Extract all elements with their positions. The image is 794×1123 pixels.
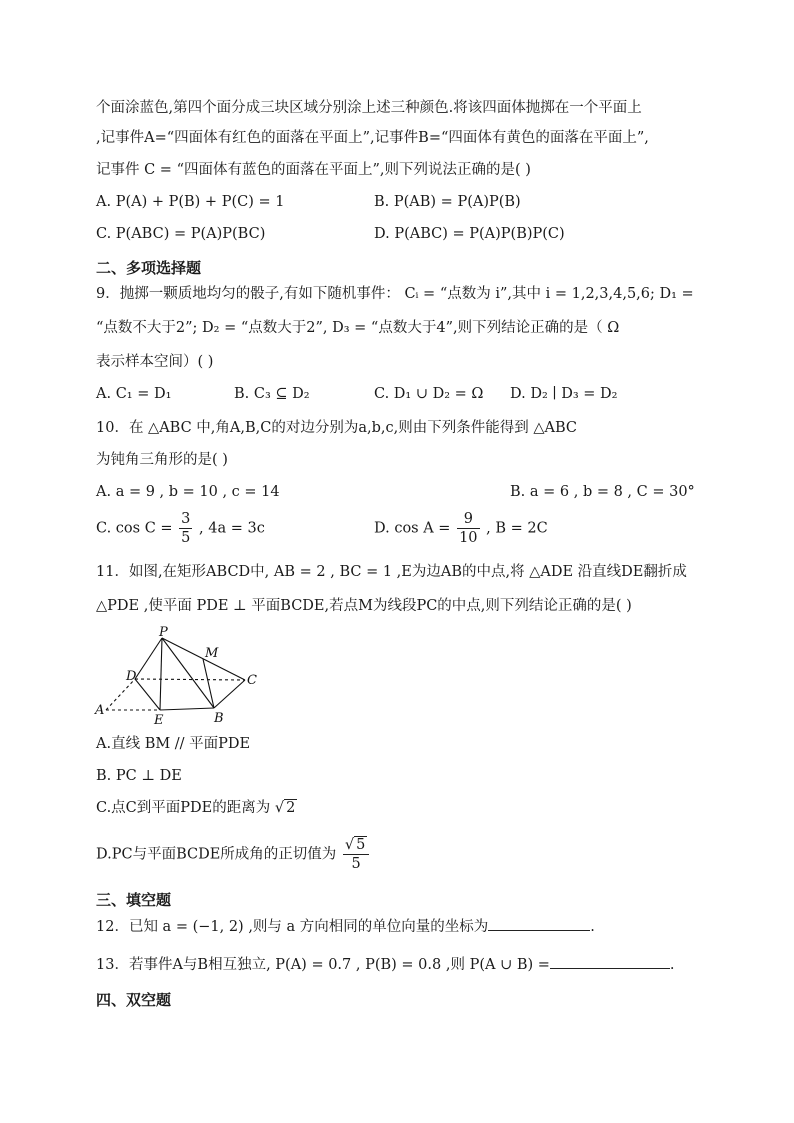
q13-line: 13．若事件A与B相互独立, P(A) = 0.7 , P(B) = 0.8 ,则 P(A ∪ B) = .	[96, 954, 675, 975]
q10-option-d: D. cos A = $\frac{9}{10}$ , B = 2C	[374, 511, 548, 546]
q9-line-3: 表示样本空间）( )	[96, 354, 214, 370]
label-p: P	[159, 625, 168, 640]
sqrt-symbol: √	[274, 800, 285, 816]
q10-line-2: 为钝角三角形的是( )	[96, 452, 228, 468]
q10-option-b: B. a = 6 , b = 8 , C = 30°	[510, 484, 695, 500]
section-heading-double-blank: 四、双空题	[96, 991, 172, 1009]
q9-line-2: “点数不大于2”; D₂ = “点数大于2”, D₃ = “点数大于4”,则下列结论正确的是（ Ω	[96, 320, 620, 336]
q9-option-a: A. C₁ = D₁	[96, 386, 172, 402]
q10-option-a: A. a = 9 , b = 10 , c = 14	[96, 484, 280, 500]
q10-option-c: C. cos C = $\frac{3}{5}$ , 4a = 3c	[96, 511, 265, 546]
q8-line-1: 个面涂蓝色,第四个面分成三块区域分别涂上述三种颜色.将该四面体抛掷在一个平面上	[96, 100, 642, 116]
q11-line-2: △PDE ,使平面 PDE ⊥ 平面BCDE,若点M为线段PC的中点,则下列结论正确的是( )	[96, 598, 632, 614]
label-m: M	[205, 646, 219, 661]
label-e: E	[154, 713, 164, 728]
q8-option-d: D. P(ABC) = P(A)P(B)P(C)	[374, 226, 565, 242]
q9-line-1: 9．抛掷一颗质地均匀的骰子,有如下随机事件： Cᵢ = “点数为 i”,其中 i = 1,2,3,4,5,6; D₁ =	[96, 286, 694, 302]
fraction: $\frac{9}{10}$	[459, 511, 478, 546]
q9-option-d: D. D₂ ∣ D₃ = D₂	[510, 386, 618, 402]
q11-option-d: D.PC与平面BCDE所成角的正切值为 $\frac{√ 5}{5}$	[96, 836, 371, 873]
q11-option-c: C.点C到平面PDE的距离为 √ 2	[96, 800, 296, 816]
section-heading-multiple-choice: 二、多项选择题	[96, 259, 202, 277]
label-c: C	[247, 673, 257, 688]
fraction: $\frac{3}{5}$	[181, 511, 191, 546]
q8-option-a: A. P(A) + P(B) + P(C) = 1	[96, 194, 285, 210]
label-b: B	[214, 711, 224, 726]
label-d: D	[126, 669, 137, 684]
q11-line-1: 11．如图,在矩形ABCD中, AB = 2 , BC = 1 ,E为边AB的中点,将 △ADE 沿直线DE翻折成	[96, 564, 687, 580]
answer-blank[interactable]	[488, 916, 590, 931]
q9-option-c: C. D₁ ∪ D₂ = Ω	[374, 386, 484, 402]
q9-option-b: B. C₃ ⊆ D₂	[234, 386, 310, 402]
sqrt-symbol: √	[344, 837, 355, 853]
q11-option-a: A.直线 BM // 平面PDE	[96, 736, 251, 752]
q12-line: 12．已知 a = (−1, 2) ,则与 a 方向相同的单位向量的坐标为 .	[96, 916, 595, 937]
q8-line-2: ,记事件A=“四面体有红色的面落在平面上”,记事件B=“四面体有黄色的面落在平面上”,	[96, 130, 649, 146]
answer-blank[interactable]	[550, 954, 670, 969]
fraction: $\frac{√ 5}{5}$	[343, 836, 369, 873]
folded-rectangle-figure	[90, 624, 270, 730]
q8-option-b: B. P(AB) = P(A)P(B)	[374, 194, 521, 210]
q8-line-3: 记事件 C = “四面体有蓝色的面落在平面上”,则下列说法正确的是( )	[96, 162, 531, 178]
q8-option-c: C. P(ABC) = P(A)P(BC)	[96, 226, 266, 242]
q11-option-b: B. PC ⊥ DE	[96, 768, 182, 784]
q10-line-1: 10．在 △ABC 中,角A,B,C的对边分别为a,b,c,则由下列条件能得到 △ABC	[96, 420, 577, 436]
section-heading-fill-in: 三、填空题	[96, 891, 172, 909]
label-a: A	[95, 703, 105, 718]
